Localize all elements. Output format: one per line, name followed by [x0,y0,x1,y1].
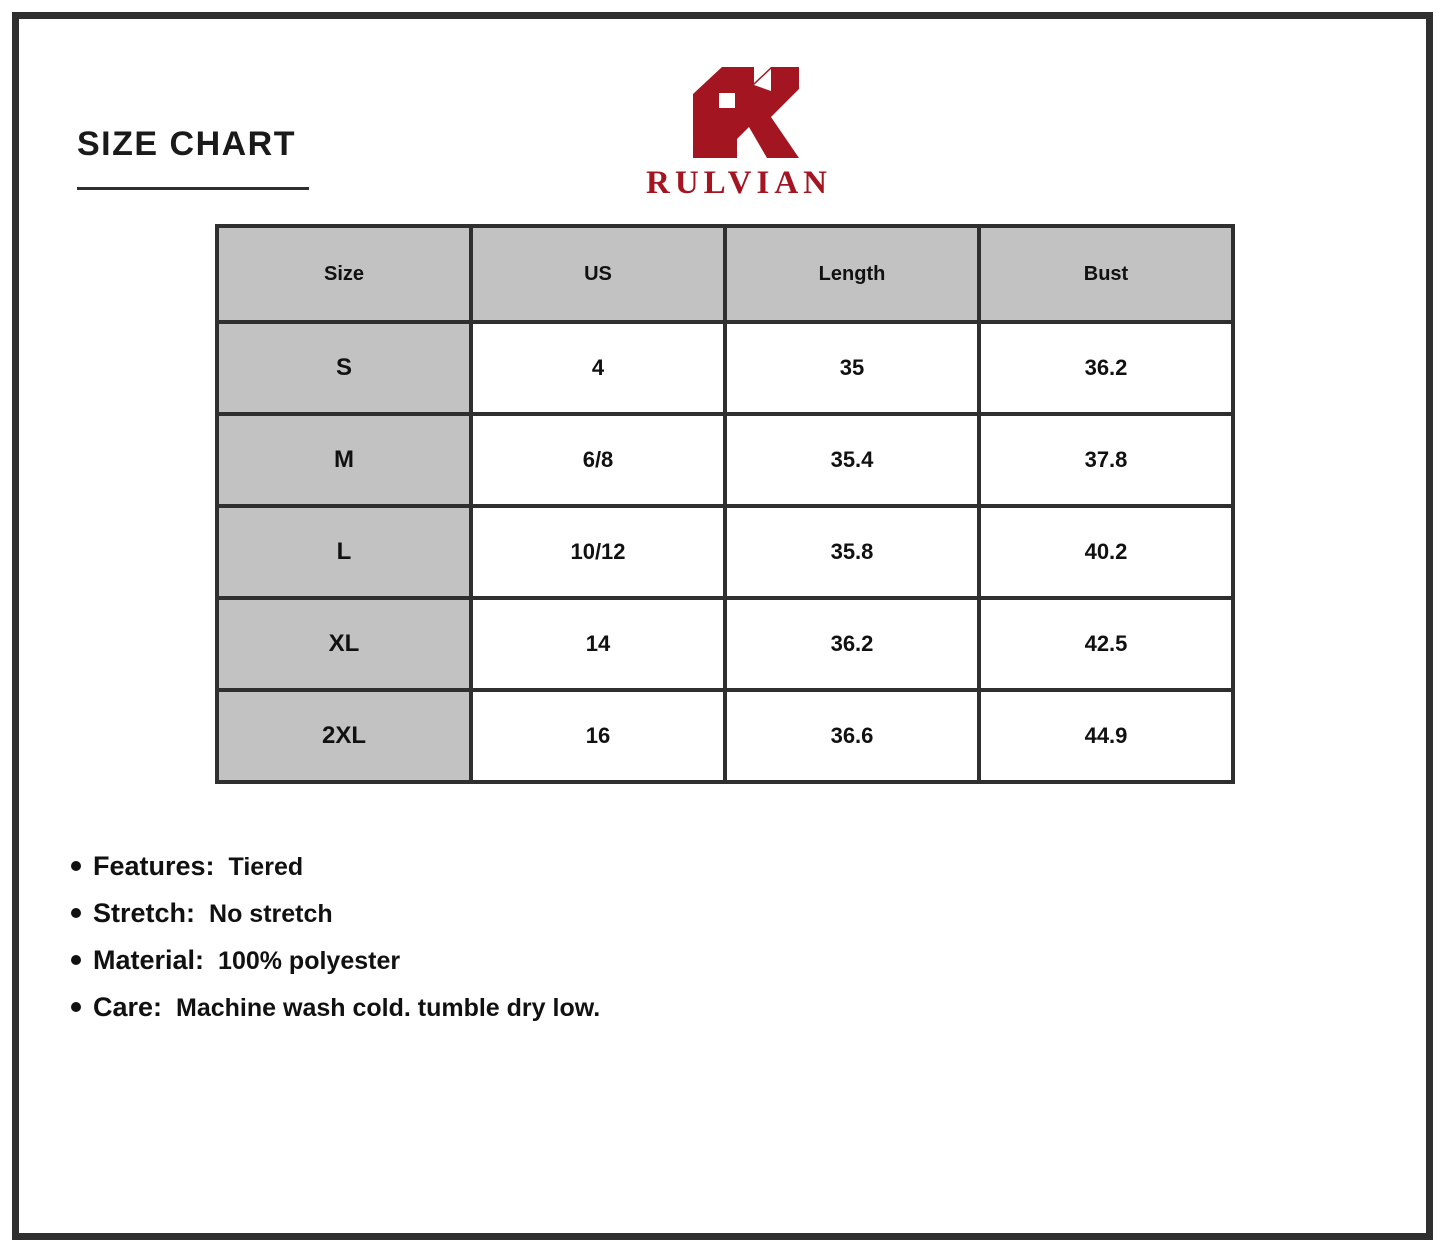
cell-us: 6/8 [473,416,723,504]
table-row [219,600,1231,688]
brand-name: RULVIAN [646,165,832,201]
detail-label: Features: [93,851,215,881]
detail-value: 100% polyester [218,947,401,975]
cell-bust: 44.9 [981,692,1231,780]
title-underline [77,187,309,190]
column-header-size: Size [219,228,469,320]
detail-label: Stretch: [93,898,196,928]
cell-us: 10/12 [473,508,723,596]
list-item [71,898,1171,929]
page-border [12,12,1433,1240]
detail-label: Material: [93,945,205,975]
cell-bust: 42.5 [981,600,1231,688]
cell-length: 35 [727,324,977,412]
list-item [71,992,1171,1023]
size-table-container [215,224,1235,784]
detail-value: Tiered [228,853,304,881]
cell-size: 2XL [219,692,469,780]
size-table [215,224,1235,784]
table-row [219,416,1231,504]
detail-value: No stretch [209,900,333,928]
brand-logo [619,61,859,202]
page-title: SIZE CHART [77,125,296,163]
cell-us: 14 [473,600,723,688]
column-header-us: US [473,228,723,320]
bullet-icon [71,955,81,965]
rulvian-r-monogram-icon [619,61,859,161]
cell-length: 36.6 [727,692,977,780]
cell-size: M [219,416,469,504]
bullet-icon [71,861,81,871]
cell-bust: 37.8 [981,416,1231,504]
cell-size: S [219,324,469,412]
detail-label: Care: [93,992,163,1022]
bullet-icon [71,908,81,918]
table-row [219,508,1231,596]
cell-size: XL [219,600,469,688]
list-item [71,851,1171,882]
column-header-bust: Bust [981,228,1231,320]
cell-length: 36.2 [727,600,977,688]
cell-bust: 40.2 [981,508,1231,596]
cell-us: 16 [473,692,723,780]
cell-length: 35.8 [727,508,977,596]
cell-size: L [219,508,469,596]
column-header-length: Length [727,228,977,320]
detail-value: Machine wash cold. tumble dry low. [176,994,601,1022]
cell-us: 4 [473,324,723,412]
table-header-row [219,228,1231,320]
cell-bust: 36.2 [981,324,1231,412]
title-block [77,124,337,190]
table-row [219,692,1231,780]
table-row [219,324,1231,412]
cell-length: 35.4 [727,416,977,504]
bullet-icon [71,1002,81,1012]
product-details-list [71,851,1171,1039]
list-item [71,945,1171,976]
